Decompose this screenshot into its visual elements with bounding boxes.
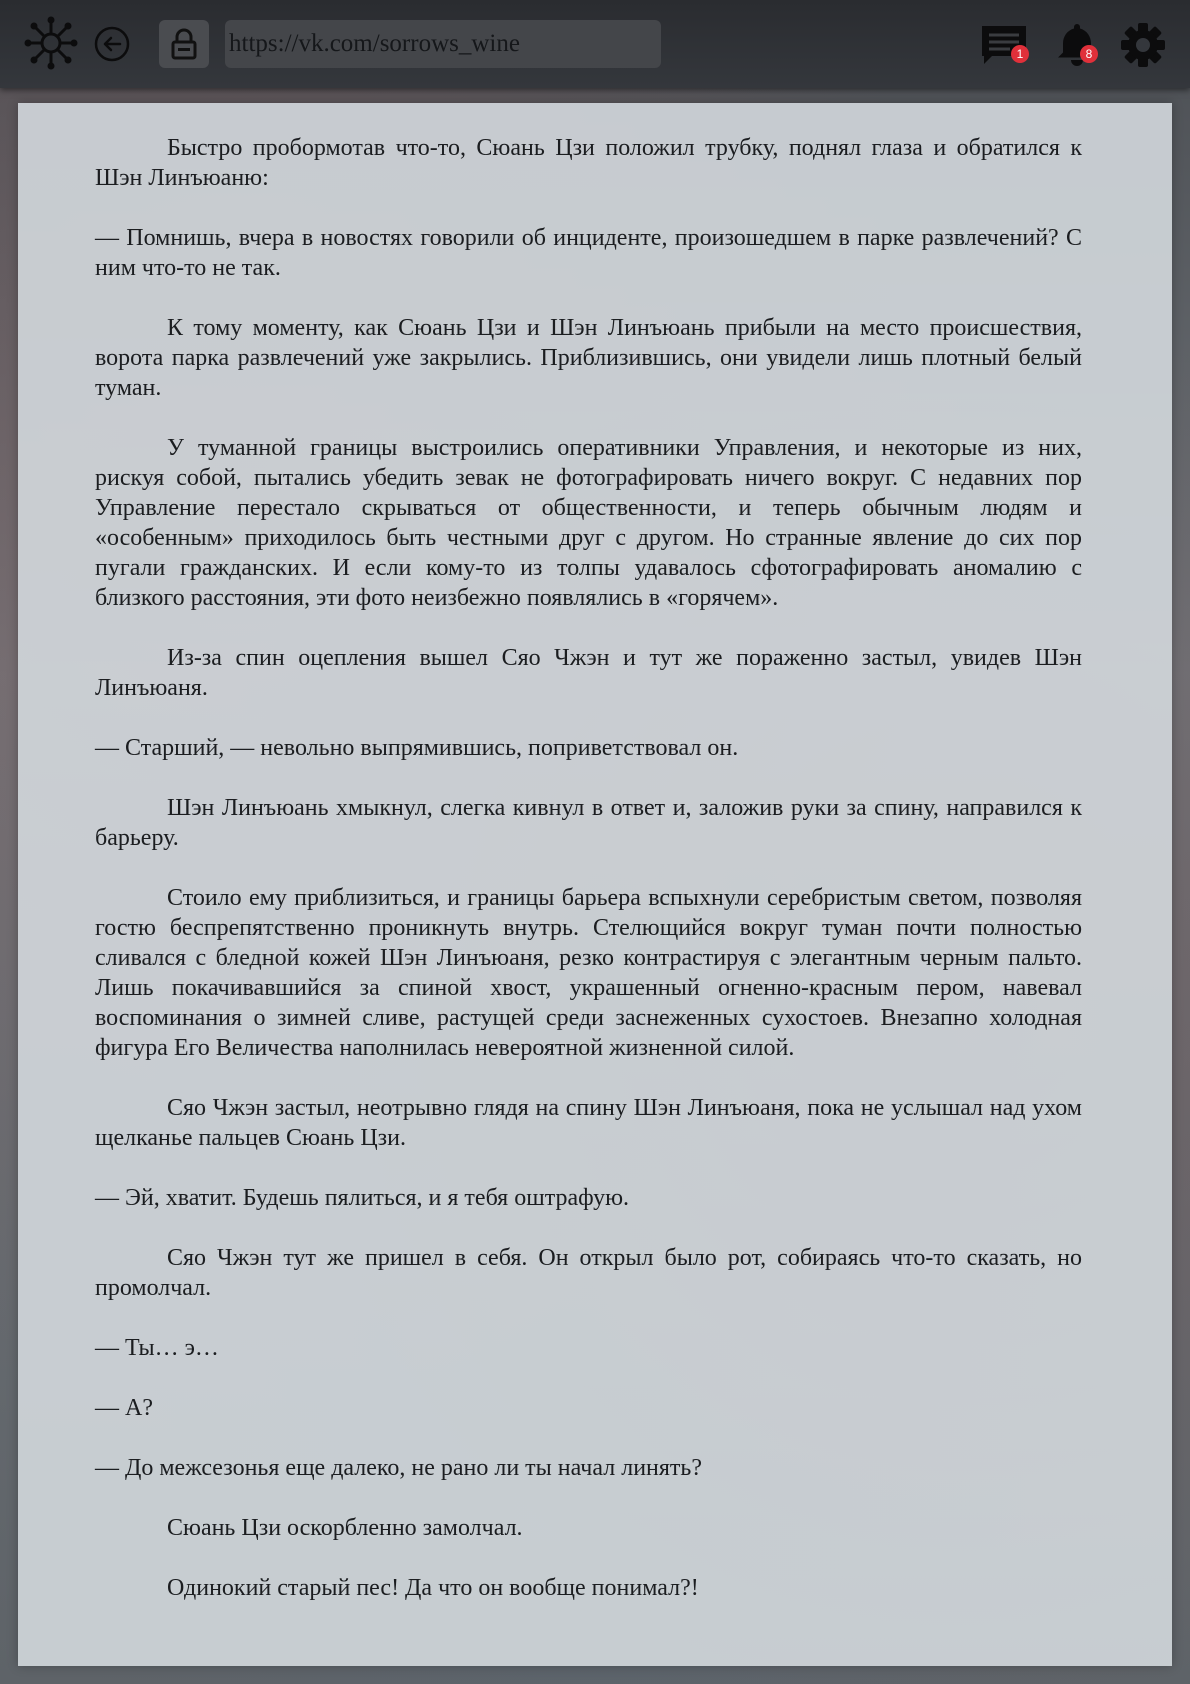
paragraph: — Ты… э… [95, 1335, 219, 1361]
paragraph: Из-за спин оцепления вышел Сяо Чжэн и тут же пораженно застыл, увидев Шэн Линъюаня. [95, 645, 1082, 701]
paragraph: Стоило ему приблизиться, и границы барьера вспыхнули серебристым светом, позволяя гостю беспрепятственно проникнуть внутрь. Стелющийся вокруг туман почти полностью сливался с бледной кожей Шэн Линъюаня, резко контрастируя с элегантным черным пальто. Лишь покачивавшийся за спиной хвост, украшенный огненно-красным пером, навевал воспоминания о зимней сливе, растущей среди заснеженных сухостоев. Внезапно холодная фигура Его Величества наполнилась невероятной жизненной силой. [95, 885, 1082, 1061]
paragraph: У туманной границы выстроились оперативники Управления, и некоторые из них, рискуя собой, пытались убедить зевак не фотографировать ничего вокруг. С недавних пор Управление перестало скрываться от общественности, и теперь обычным людям и «особенным» приходилось быть честными друг с другом. Но странные явление до сих пор пугали гражданских. И если кому-то из толпы удавалось сфотографировать аномалию с близкого расстояния, эти фото неизбежно появлялись в «горячем». [95, 435, 1082, 611]
paragraph: — Помнишь, вчера в новостях говорили об инциденте, произошедшем в парке развлечений? С ним что-то не так. [95, 225, 1082, 281]
paragraph: Сяо Чжэн тут же пришел в себя. Он открыл было рот, собираясь что-то сказать, но промолчал. [95, 1245, 1082, 1301]
browser-toolbar [0, 0, 1190, 88]
settings-gear-icon[interactable] [1120, 22, 1166, 68]
paragraph: Сяо Чжэн застыл, неотрывно глядя на спину Шэн Линъюаня, пока не услышал над ухом щелканье пальцев Сюань Цзи. [95, 1095, 1082, 1151]
paragraph: Шэн Линъюань хмыкнул, слегка кивнул в ответ и, заложив руки за спину, направился к барьеру. [95, 795, 1082, 851]
paragraph: Одинокий старый пес! Да что он вообще понимал?! [167, 1575, 699, 1601]
paragraph: — До межсезонья еще далеко, не рано ли ты начал линять? [95, 1455, 703, 1481]
lock-button[interactable] [159, 20, 209, 68]
back-arrow-icon[interactable] [94, 26, 130, 62]
address-bar[interactable] [225, 20, 661, 68]
network-hub-icon[interactable] [24, 16, 78, 70]
paragraph: — А? [95, 1395, 153, 1421]
paragraph: — Старший, — невольно выпрямившись, поприветствовал он. [95, 735, 739, 761]
paragraph: К тому моменту, как Сюань Цзи и Шэн Линъюань прибыли на место происшествия, ворота парка развлечений уже закрылись. Приблизившись, они увидели лишь плотный белый туман. [95, 315, 1082, 401]
paragraph: Быстро пробормотав что-то, Сюань Цзи положил трубку, поднял глаза и обратился к Шэн Линъюаню: [95, 135, 1082, 191]
paragraph: Сюань Цзи оскорбленно замолчал. [167, 1515, 523, 1541]
messages-badge: 1 [1011, 45, 1029, 63]
notifications-badge: 8 [1080, 45, 1098, 63]
url-text: https://vk.com/sorrows_wine [229, 30, 520, 57]
paragraph: — Эй, хватит. Будешь пялиться, и я тебя оштрафую. [95, 1185, 630, 1211]
article-page [18, 103, 1172, 1666]
lock-icon [168, 27, 200, 61]
